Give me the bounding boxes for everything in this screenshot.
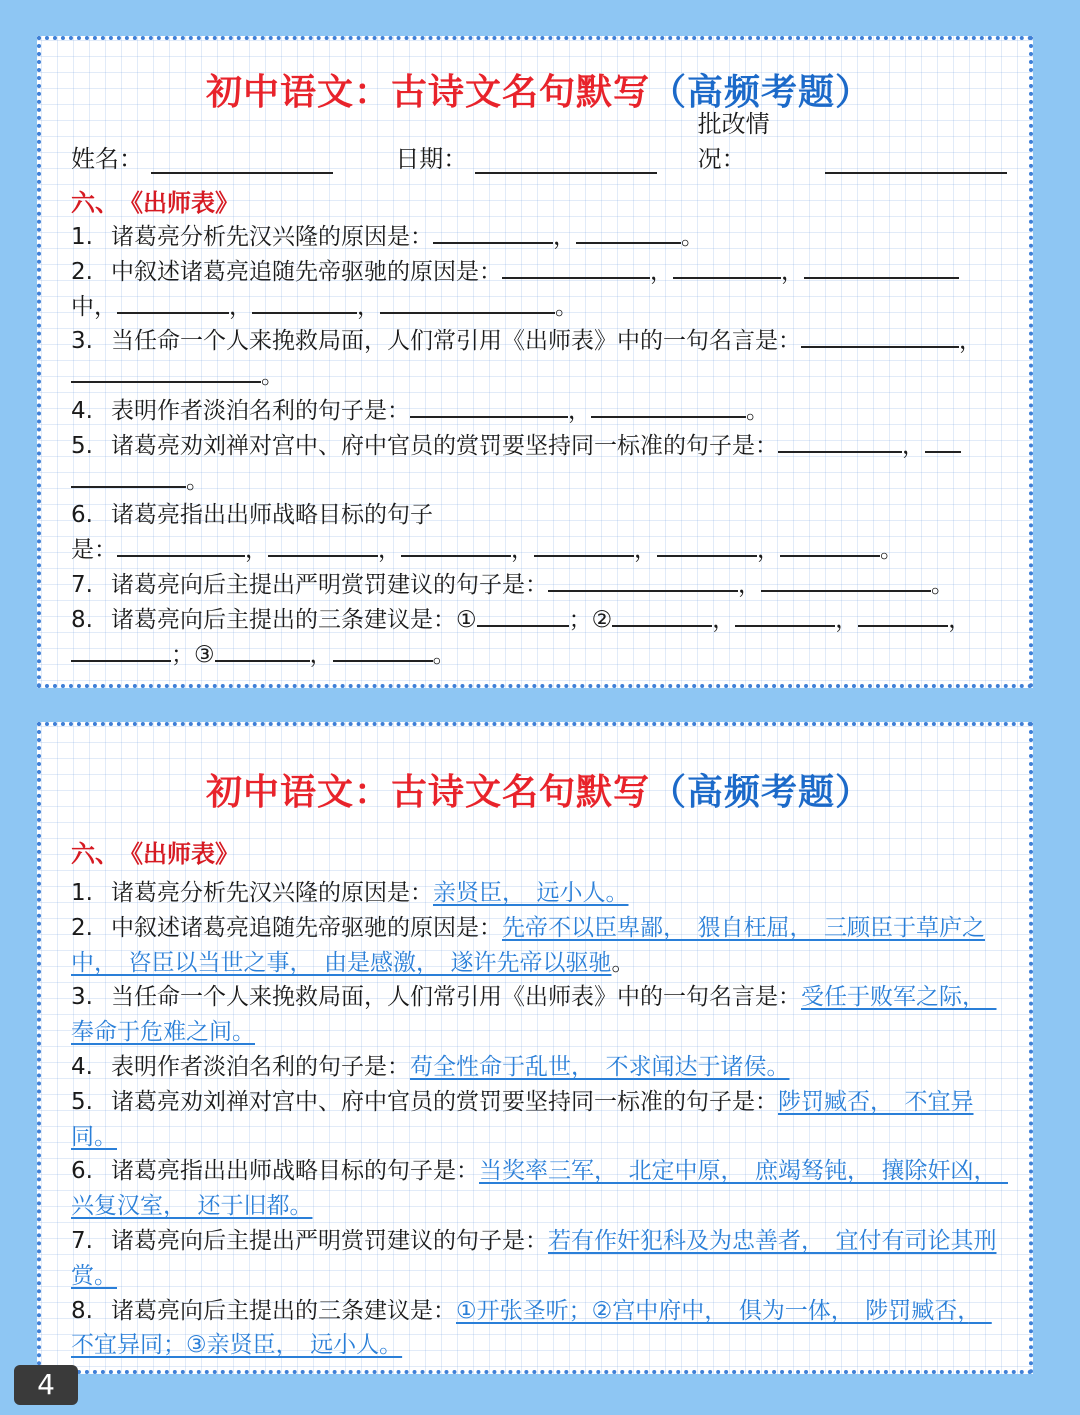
answer-blank[interactable] [761, 568, 931, 592]
page-number-badge: 4 [14, 1365, 78, 1405]
question-6: 6. 诸葛亮指出出师战略目标的句子 [71, 502, 433, 529]
question-6-cont: 是： ， ， ， ， ， 。 [71, 533, 1007, 568]
answer-blank[interactable] [735, 603, 835, 627]
answer-blank[interactable] [477, 603, 569, 627]
answer-blank[interactable] [502, 255, 650, 279]
answer-blank[interactable] [925, 429, 961, 453]
answer-blank[interactable] [801, 324, 959, 348]
question-7: 7. 诸葛亮向后主提出严明赏罚建议的句子是： ， 。 [71, 568, 1007, 603]
answer-card [37, 722, 1033, 1374]
question-1: 1. 诸葛亮分析先汉兴隆的原因是： ， 。 [71, 220, 1007, 255]
answer-6: 6. 诸葛亮指出出师战略目标的句子是：当奖率三军， 北定中原， 庶竭驽钝， 攘除奸凶， 兴复汉室， 还于旧都。 [71, 1158, 1008, 1220]
answer-blank[interactable] [858, 603, 948, 627]
answer-title: 初中语文：古诗文名句默写（高频考题） [205, 772, 873, 813]
question-8: 8. 诸葛亮向后主提出的三条建议是：① ；② ， ， ， [71, 603, 1007, 638]
answer-blank[interactable] [380, 290, 555, 314]
question-2: 2. 中叙述诸葛亮追随先帝驱驰的原因是： ， ， [71, 255, 1007, 290]
answer-blank[interactable] [804, 255, 959, 279]
answer-blank[interactable] [657, 533, 757, 557]
question-5: 5. 诸葛亮劝刘禅对宫中、府中官员的赏罚要坚持同一标准的句子是： ， [71, 429, 1007, 464]
answer-blank[interactable] [780, 533, 880, 557]
answer-blank[interactable] [71, 359, 261, 383]
answer-5: 5. 诸葛亮劝刘禅对宫中、府中官员的赏罚要坚持同一标准的句子是：陟罚臧否， 不宜异同。 [71, 1088, 974, 1150]
answer-blank[interactable] [71, 638, 171, 662]
answer-8: 8. 诸葛亮向后主提出的三条建议是：①开张圣听；②宫中府中， 俱为一体， 陟罚臧否， 不宜异同；③亲贤臣， 远小人。 [71, 1297, 992, 1359]
name-blank[interactable] [151, 144, 333, 174]
answer-blank[interactable] [333, 638, 433, 662]
answer-blank[interactable] [117, 533, 245, 557]
question-8-cont: ；③ ， 。 [71, 638, 1007, 673]
answer-blank[interactable] [252, 290, 357, 314]
worksheet-title: 初中语文：古诗文名句默写（高频考题） [205, 72, 873, 113]
answer-blank[interactable] [410, 394, 568, 418]
answer-blank[interactable] [548, 568, 738, 592]
section-heading: 六、 《出师表》 [71, 189, 239, 217]
answer-blank[interactable] [117, 290, 229, 314]
answer-blank[interactable] [673, 255, 781, 279]
student-info-row [71, 110, 1007, 174]
grade-field: 批改情况： [698, 104, 1007, 174]
answer-blank[interactable] [215, 638, 310, 662]
answer-blank[interactable] [401, 533, 511, 557]
answer-2: 2. 中叙述诸葛亮追随先帝驱驰的原因是：先帝不以臣卑鄙， 猥自枉屈， 三顾臣于草庐之中， 咨臣以当世之事， 由是感激， 遂许先帝以驱驰。 [71, 914, 985, 976]
answer-4: 4. 表明作者淡泊名利的句子是：苟全性命于乱世， 不求闻达于诸侯。 [71, 1053, 790, 1080]
answer-blank[interactable] [71, 464, 186, 488]
answer-blank[interactable] [576, 220, 681, 244]
date-field: 日期： [395, 139, 697, 174]
answer-blank[interactable] [433, 220, 553, 244]
section-heading: 六、 《出师表》 [71, 840, 239, 868]
answer-7: 7. 诸葛亮向后主提出严明赏罚建议的句子是：若有作奸犯科及为忠善者， 宜付有司论其刑赏。 [71, 1227, 997, 1289]
name-field: 姓名： [71, 139, 395, 174]
worksheet-card [37, 36, 1033, 688]
answer-blank[interactable] [591, 394, 746, 418]
question-3-cont: 。 [71, 359, 1007, 394]
date-blank[interactable] [475, 144, 657, 174]
answer-blank[interactable] [778, 429, 902, 453]
question-4: 4. 表明作者淡泊名利的句子是： ， 。 [71, 394, 1007, 429]
answer-1: 1. 诸葛亮分析先汉兴隆的原因是：亲贤臣， 远小人。 [71, 880, 629, 906]
question-5-cont: 。 [71, 464, 1007, 499]
answer-3: 3. 当任命一个人来挽救局面，人们常引用《出师表》中的一句名言是：受任于败军之际， 奉命于危难之间。 [71, 984, 997, 1046]
grade-blank[interactable] [825, 144, 1007, 174]
answer-blank[interactable] [534, 533, 634, 557]
question-3: 3. 当任命一个人来挽救局面，人们常引用《出师表》中的一句名言是： ， [71, 324, 1007, 359]
answer-blank[interactable] [268, 533, 378, 557]
question-2-cont: 中， ， ， 。 [71, 290, 1007, 325]
answer-blank[interactable] [612, 603, 712, 627]
